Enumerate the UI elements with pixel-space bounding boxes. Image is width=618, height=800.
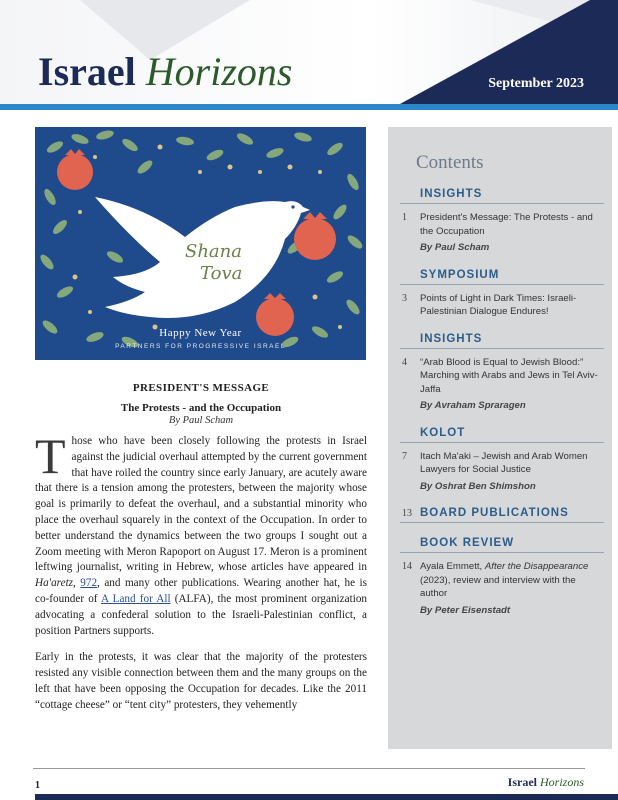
toc-entry[interactable] [400,560,604,617]
p1-part-c: , and many other publications. Wearing another hat, he is co-founder of [35,577,367,605]
contents-sidebar [388,127,612,749]
cover-greeting: Happy New Year [159,327,242,339]
toc-entry-author: By Paul Scham [420,242,490,253]
toc-page-number: 13 [402,508,412,519]
p1-part-a: hose who have been closely following the protests in Israel against the judicial overhaul attempted by the current government that have roiled the country since early January, are acutely aware that there is a tension among the protesters, between the majority whose goal is primarily to defeat the overhaul, and a substantial minority who place the overhaul squarely in the context of the Occupation. In order to better understand the dynamics between the two groups I sought out a Zoom meeting with Meron Rapoport on August 17. Meron is a prominent leftwing journalist, writing in Hebrew, whose articles have appeared in [35,435,367,574]
toc-entry-title: Points of Light in Dark Times: Israeli-Palestinian Dialogue Endures! [420,292,577,317]
toc-category-kolot: KOLOT [400,427,604,443]
p1-part-d: (ALFA), the most prominent organization advocating a confederal solution to the Israeli-Palestinian conflict, a position Partners supports. [35,592,368,637]
page-number: 1 [35,780,40,791]
toc-entry-author: By Oshrat Ben Shimshon [420,480,536,492]
toc-entry-author: By Peter Eisenstadt [420,604,511,616]
dove-pomegranate-art [35,127,366,360]
toc-entry-title: President's Message: The Protests - and the Occupation [420,212,593,237]
paragraph-2: Early in the protests, it was clear that the majority of the protesters resisted any visible connection between them and the many groups on the left that have been opposing the Occupation for decades. Like the 2011 “cottage cheese” or “tent city” protesters, they vehemently [35,651,367,711]
toc-entry[interactable] [400,211,604,255]
article-title: The Protests - and the Occupation [120,402,282,414]
paragraph-1 [35,428,368,639]
review-text-b: (2023), review and interview with the author [420,574,576,599]
contents-title: Contents [416,152,484,173]
cover-org-name: PARTNERS FOR PROGRESSIVE ISRAEL [115,343,286,350]
review-book-title: After the Disappearance [484,561,589,572]
toc-entry-board-publications[interactable] [400,507,604,523]
footer-rule [33,768,585,769]
masthead-israel: Israel [38,49,136,94]
review-text-a: Ayala Emmett, [420,561,485,572]
toc-section-symposium [400,269,604,319]
cover-illustration [35,127,366,360]
footer-brand-horizons: Horizons [539,775,584,789]
toc-category-insights: INSIGHTS [400,188,604,204]
footer-brand [508,775,584,790]
article-byline: By Paul Scham [168,415,234,426]
toc-section-board-publications [400,507,604,523]
toc-category-board-publications: BOARD PUBLICATIONS [420,507,569,519]
link-a-land-for-all[interactable]: A Land for All [101,592,171,605]
cover-script-tova: Tova [200,263,243,284]
haaretz-name: Ha'aretz [35,577,74,590]
drop-cap: T [35,428,66,484]
footer-bar [35,794,618,800]
masthead [38,50,292,94]
toc-page-number: 3 [402,292,407,304]
cover-script-shana: Shana [185,241,242,262]
toc-page-number: 7 [402,450,407,462]
toc-section-kolot [400,427,604,494]
toc-entry[interactable] [400,356,604,413]
toc-entry[interactable] [400,450,604,494]
section-label: PRESIDENT'S MESSAGE [132,382,270,394]
toc-section-insights-2 [400,333,604,413]
toc-entry-title: Itach Ma'aki – Jewish and Arab Women Lawyers for Social Justice [420,450,588,475]
toc-entry-title: “Arab Blood is Equal to Jewish Blood:” Marching with Arabs and Jews in Tel Aviv-Jaffa [420,356,598,395]
article-body [35,428,368,714]
page-header [0,0,618,112]
toc-section-book-review [400,537,604,617]
presidents-message-article [35,382,367,725]
toc-section-insights-1 [400,188,604,255]
toc-page-number: 4 [402,356,407,368]
toc-page-number: 1 [402,212,407,223]
link-972[interactable]: 972 [80,577,98,590]
toc-page-number: 14 [402,561,412,572]
footer-brand-israel: Israel [507,775,537,789]
p1-part-b: , [73,577,81,590]
toc-entry-author: By Avraham Spraragen [420,400,526,411]
toc-entry[interactable] [400,292,604,319]
toc-category-symposium: SYMPOSIUM [400,269,604,285]
toc-entry-title [420,560,604,601]
masthead-horizons: Horizons [145,49,293,94]
toc-category-book-review: BOOK REVIEW [400,537,604,553]
issue-date: September 2023 [488,76,584,91]
toc-category-insights: INSIGHTS [400,333,604,349]
